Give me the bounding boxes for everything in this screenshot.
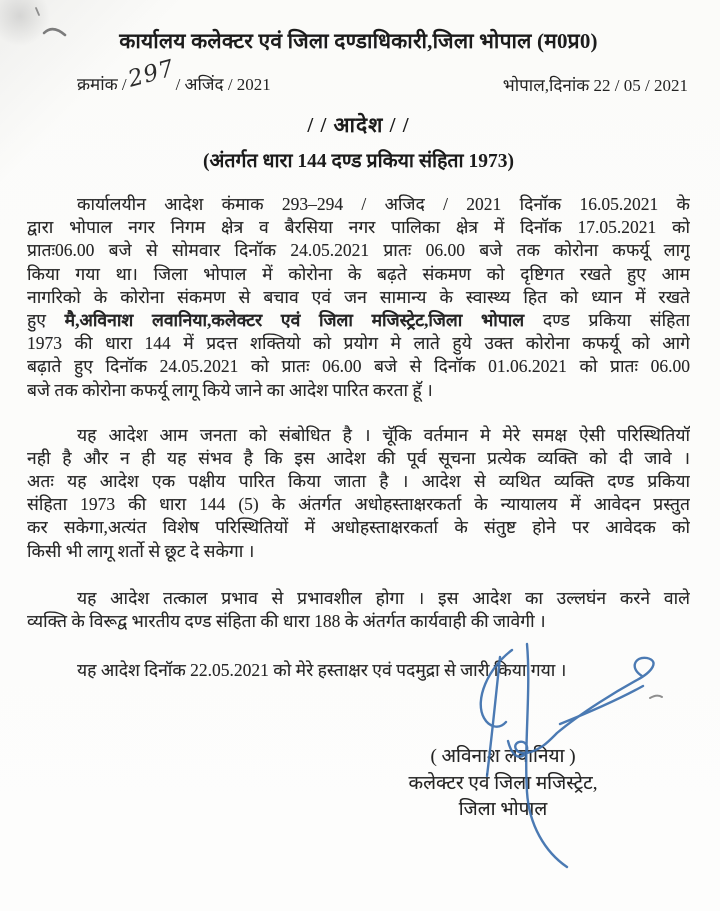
body-line: कार्यालयीन आदेश कंमाक 293–294 / अजिद / 2021 दिनॉक 16.05.2021 के <box>77 194 690 214</box>
body-line: बढ़ाते हुए दिनॉक 24.05.2021 को प्रातः 06.00 बजे से दिनॉक 01.06.2021 को प्रातः 06.00 <box>27 356 690 377</box>
paragraph-penalty <box>27 587 690 633</box>
signatory-name: ( अविनाश लवानिया ) <box>430 746 576 768</box>
reference-label: क्रमांक / <box>77 75 127 94</box>
line-segment: हुए <box>27 309 65 330</box>
reference-row <box>27 55 690 96</box>
body-line: नागरिको के कोरोना संकमण से बचाव एवं जन सामान्य के स्वास्थ्य हित को ध्यान में रखते <box>27 286 690 307</box>
paragraph-curfew-extension <box>27 193 690 402</box>
body-line: द्वारा भोपाल नगर निगम क्षेत्र व बैरसिया नगर पालिका क्षेत्र में दिनॉक 17.05.2021 को <box>27 217 690 238</box>
body-line: व्यक्ति के विरूद्व भारतीय दण्ड संहिता की धारा 188 के अंतर्गत कार्यवाही की जावेगी । <box>27 611 546 631</box>
line-segment: दण्ड प्रकिया संहिता <box>524 309 690 330</box>
order-heading: / / आदेश / / <box>307 113 410 137</box>
body-line: 1973 की धारा 144 में प्रदत्त शक्तियो को प्रयोग मे लाते हुये उक्त कोरोना कफर्यू को आगे <box>27 333 690 354</box>
body-line: बजे तक कोरोना कफर्यू लागू किये जाने का आदेश पारित करता हूॅ । <box>27 379 433 400</box>
handwritten-serial-number: 297 <box>125 55 178 93</box>
order-subheading: (अंतर्गत धारा 144 दण्ड प्रकिया संहिता 1973) <box>203 151 514 172</box>
body-line: कर सकेगा,अत्यंत विशेष परिस्थितियों में अधोहस्ताक्षरकर्ता के संतुष्ट होने पर आवेदक को <box>27 517 690 538</box>
place-and-date: भोपाल,दिनांक 22 / 05 / 2021 <box>502 76 688 95</box>
body-line: प्रातः06.00 बजे से सोमवार दिनॉक 24.05.2021 प्रातः 06.00 बजे तक कोरोना कफर्यू लागू <box>27 240 690 261</box>
paragraph-issuance <box>27 659 690 682</box>
body-line: यह आदेश तत्काल प्रभाव से प्रभावशील होगा । इस आदेश का उल्लघंन करने वाले <box>77 587 690 608</box>
body-line-with-bold-name <box>27 309 690 332</box>
body-line: यह आदेश दिनॉक 22.05.2021 को मेरे हस्ताक्षर एवं पदमुद्रा से जारी किया गया । <box>77 660 567 681</box>
signatory-designation: कलेक्टर एवं जिला मजिस्ट्रेट, <box>408 772 598 794</box>
body-line: संहिता 1973 की धारा 144 (5) के अंतर्गत अधोहस्ताक्षरकर्ता के न्यायालय में आवेदन प्रस्तुत <box>27 494 690 515</box>
paragraph-ex-parte-order <box>27 424 690 563</box>
reference-suffix: / अजिंद / 2021 <box>175 75 271 94</box>
body-line: नही है और न ही यह संभव है कि इस आदेश की पूर्व सूचना प्रत्येक व्यक्ति को दी जावे । <box>27 447 690 468</box>
signatory-district: जिला भोपाल <box>458 799 548 821</box>
office-title: कार्यालय कलेक्टर एवं जिला दण्डाधिकारी,जिला भोपाल (म0प्र0) <box>119 29 598 53</box>
reference-number <box>27 55 271 96</box>
body-line: किया गया था। जिला भोपाल में कोरोना के बढ़ते संकमण को दृष्टिगत रखते हुए आम <box>27 263 690 284</box>
body-line: यह आदेश आम जनता को संबोधित है । चूॅकि वर्तमान मे मेरे समक्ष ऐसी परिस्थितियॉ <box>77 424 690 445</box>
body-line: किसी भी लागू शर्तो से छूट दे सकेगा । <box>27 540 255 561</box>
signature-block <box>338 744 668 824</box>
body-line: अतः यह आदेश एक पक्षीय पारित किया जाता है । आदेश से व्यथित व्यक्ति दण्ड प्रकिया <box>27 471 690 492</box>
collector-name-bold: मै,अविनाश लवानिया,कलेक्टर एवं जिला मजिस्ट्रेट,जिला भोपाल <box>64 309 525 330</box>
